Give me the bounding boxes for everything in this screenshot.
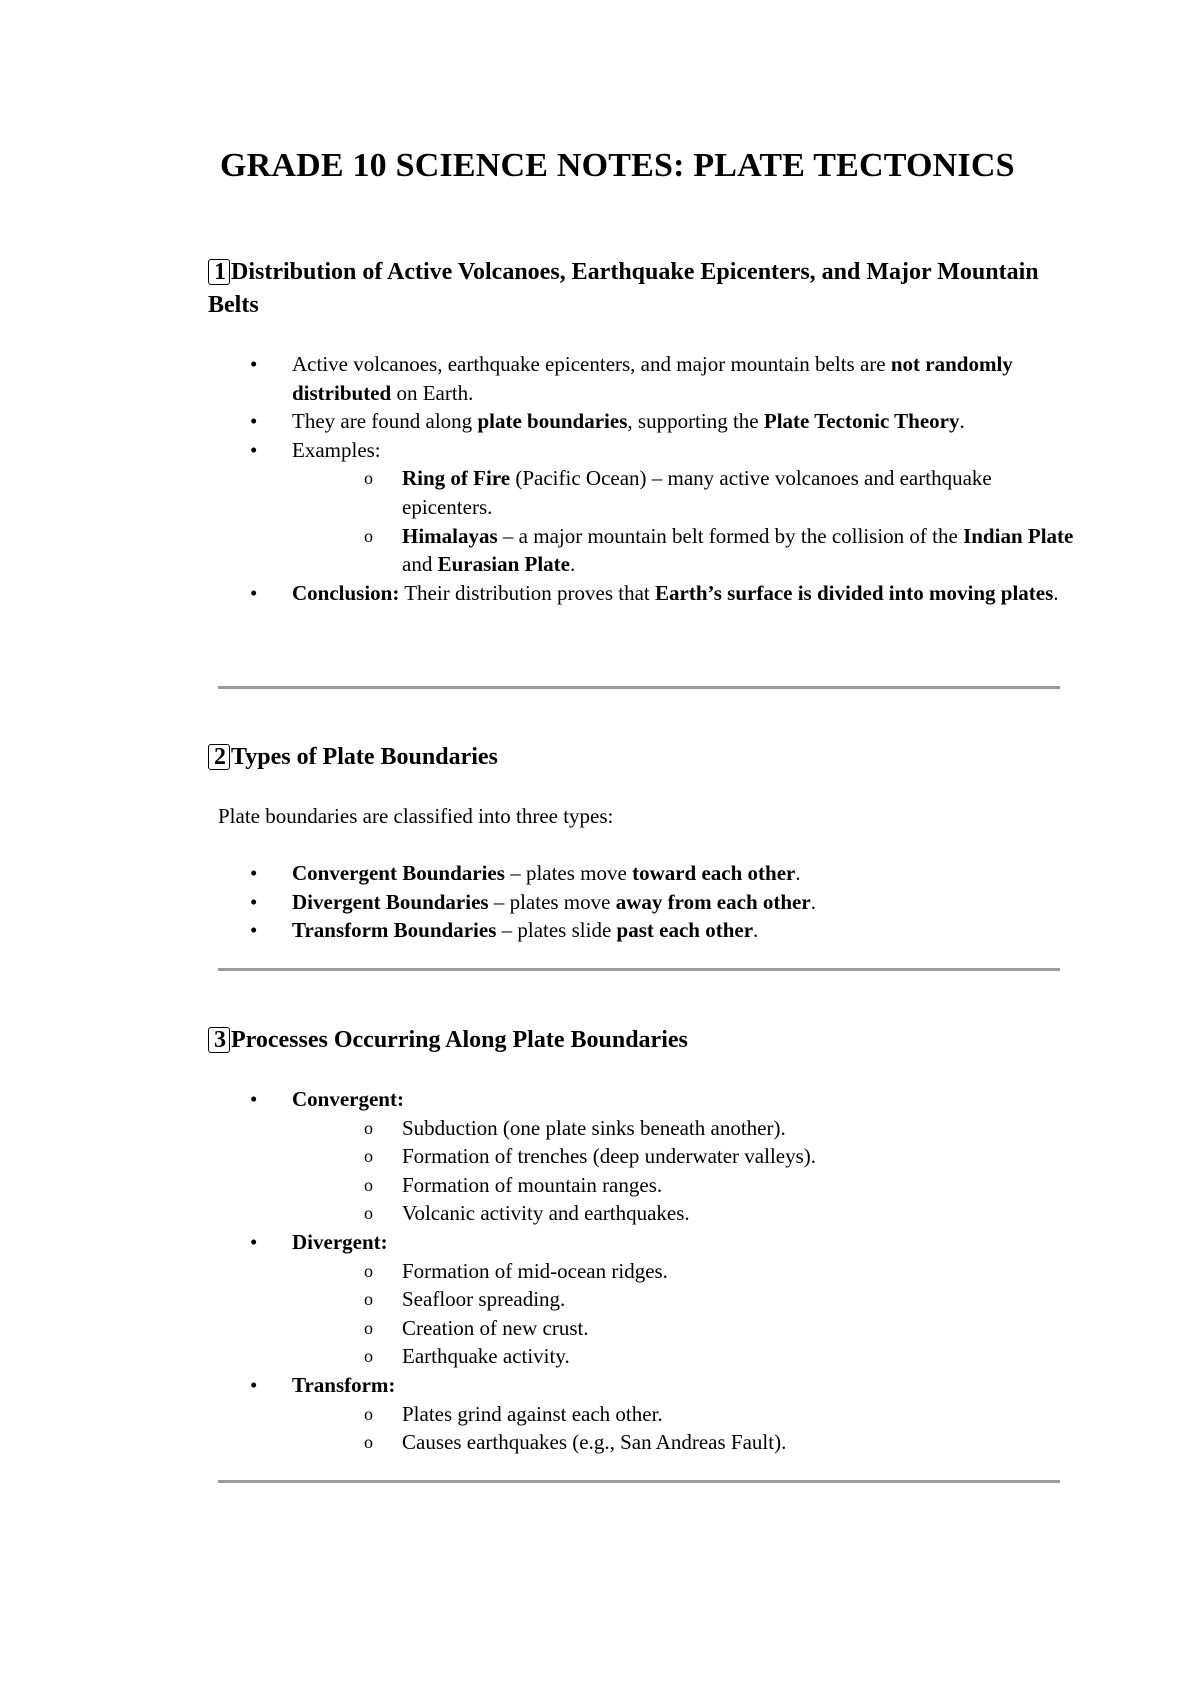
list-item: • Transform Boundaries – plates slide past each other.: [250, 916, 1080, 945]
sub-list: [292, 1114, 1080, 1228]
list-item: • Transform: o Plates grind against each other. o Causes earthquakes (e.g., San Andreas Fault).: [250, 1371, 1080, 1457]
sub-list: [292, 1400, 1080, 1457]
list-item: • Divergent Boundaries – plates move away from each other.: [250, 888, 1080, 917]
section-2-intro: Plate boundaries are classified into three types:: [218, 804, 614, 828]
section-1-heading: [208, 256, 1068, 322]
list-item: • Convergent: o Subduction (one plate sinks beneath another). o Formation of trenches (deep underwater valleys). o Formation of mountain ranges. o Volcanic activity and earthquakes.: [250, 1085, 1080, 1228]
list-item: • Examples: o Ring of Fire (Pacific Ocean) – many active volcanoes and earthquake epicenters. o Himalayas – a major mountain belt formed by the collision of the Indian Plate and Eurasian Plate.: [250, 436, 1080, 579]
section-number: 2: [208, 744, 230, 770]
list-item: • Convergent Boundaries – plates move toward each other.: [250, 859, 1080, 888]
section-number: 3: [208, 1027, 230, 1053]
sub-list-item: o Seafloor spreading.: [364, 1285, 1080, 1314]
sub-list-item: o Volcanic activity and earthquakes.: [364, 1199, 1080, 1228]
sub-list-item: o Earthquake activity.: [364, 1342, 1080, 1371]
section-title: Types of Plate Boundaries: [231, 744, 498, 770]
sub-list-item: o Subduction (one plate sinks beneath another).: [364, 1114, 1080, 1143]
document-title: GRADE 10 SCIENCE NOTES: PLATE TECTONICS: [220, 147, 1015, 184]
sub-list-item: o Formation of mountain ranges.: [364, 1171, 1080, 1200]
section-number: 1: [208, 259, 230, 285]
list-item: • Divergent: o Formation of mid-ocean ridges. o Seafloor spreading. o Creation of new crust. o Earthquake activity.: [250, 1228, 1080, 1371]
section-divider: [218, 686, 1060, 689]
section-divider: [218, 968, 1060, 971]
sub-list-item: o Plates grind against each other.: [364, 1400, 1080, 1429]
section-3-heading: [208, 1024, 688, 1057]
section-divider: [218, 1480, 1060, 1483]
section-3-list: [250, 1085, 1080, 1457]
section-title: Processes Occurring Along Plate Boundaries: [231, 1027, 688, 1053]
sub-list-item: o Ring of Fire (Pacific Ocean) – many active volcanoes and earthquake epicenters.: [364, 464, 1080, 521]
list-item: • Conclusion: Their distribution proves that Earth’s surface is divided into moving plates.: [250, 579, 1080, 608]
section-2-list: [250, 859, 1080, 945]
sub-list: [292, 1257, 1080, 1371]
sub-list-item: o Creation of new crust.: [364, 1314, 1080, 1343]
sub-list-item: o Causes earthquakes (e.g., San Andreas Fault).: [364, 1428, 1080, 1457]
sub-list: [292, 464, 1080, 578]
list-item: • They are found along plate boundaries, supporting the Plate Tectonic Theory.: [250, 407, 1080, 436]
section-title: Distribution of Active Volcanoes, Earthquake Epicenters, and Major Mountain Belts: [208, 259, 1039, 318]
sub-list-item: o Formation of trenches (deep underwater valleys).: [364, 1142, 1080, 1171]
sub-list-item: o Himalayas – a major mountain belt formed by the collision of the Indian Plate and Eurasian Plate.: [364, 522, 1080, 579]
section-2-heading: [208, 741, 498, 774]
sub-list-item: o Formation of mid-ocean ridges.: [364, 1257, 1080, 1286]
list-item: • Active volcanoes, earthquake epicenters, and major mountain belts are not randomly distributed on Earth.: [250, 350, 1080, 407]
section-1-list: [250, 350, 1080, 607]
